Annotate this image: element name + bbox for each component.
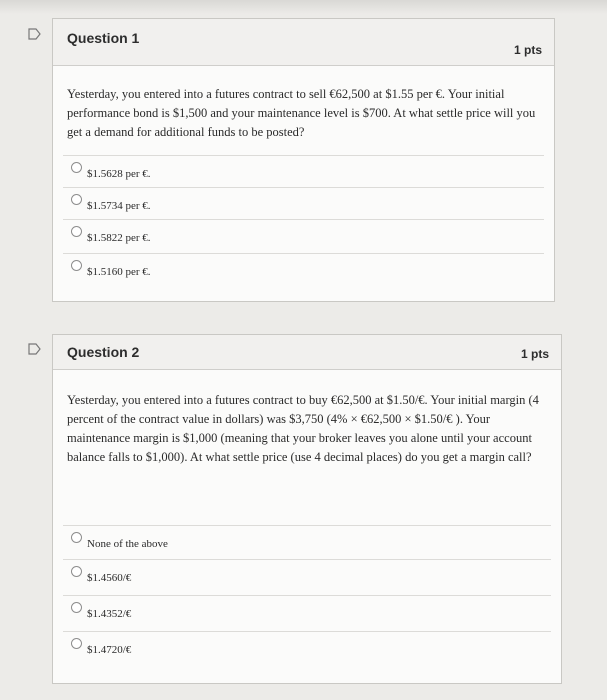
- question-text: Yesterday, you entered into a futures contract to buy €62,500 at $1.50/€. Your initial margin (4 percent of the contract value in dollars) was $3,750 (4% × €62,500 × $1.50/€ ). Your maintenance margin is $1,000 (meaning that your broker leaves you alone until your account balance falls to $1,000). At what settle price (use 4 decimal places) do you get a margin call?: [67, 393, 539, 464]
- radio-button[interactable]: [71, 162, 82, 173]
- answer-label: $1.5734 per €.: [87, 200, 151, 212]
- answer-label: $1.5822 per €.: [87, 232, 151, 244]
- answer-label: $1.4720/€: [87, 644, 132, 656]
- radio-button[interactable]: [71, 602, 82, 613]
- answer-option[interactable]: [63, 631, 551, 664]
- flag-icon[interactable]: [28, 28, 42, 40]
- answer-option[interactable]: [63, 187, 544, 220]
- answer-label: $1.5160 per €.: [87, 266, 151, 278]
- answer-label: $1.4352/€: [87, 608, 132, 620]
- top-edge: [0, 0, 607, 14]
- answer-option[interactable]: [63, 253, 544, 286]
- question-points: 1 pts: [513, 43, 542, 57]
- radio-button[interactable]: [71, 566, 82, 577]
- radio-button[interactable]: [71, 194, 82, 205]
- answer-option[interactable]: [63, 219, 544, 252]
- question-title: Question 2: [67, 344, 140, 360]
- question-points: 1 pts: [520, 347, 549, 361]
- answer-label: None of the above: [87, 538, 168, 550]
- flag-icon[interactable]: [28, 343, 42, 355]
- answer-label: $1.5628 per €.: [87, 168, 151, 180]
- question-header: [53, 19, 554, 66]
- radio-button[interactable]: [71, 260, 82, 271]
- radio-button[interactable]: [71, 226, 82, 237]
- answer-label: $1.4560/€: [87, 572, 132, 584]
- answer-option[interactable]: [63, 595, 551, 628]
- radio-button[interactable]: [71, 532, 82, 543]
- question-title: Question 1: [67, 30, 140, 46]
- answer-option[interactable]: [63, 155, 544, 188]
- question-card: [52, 18, 555, 302]
- question-text: Yesterday, you entered into a futures contract to sell €62,500 at $1.55 per €. Your initial performance bond is $1,500 and your maintenance level is $700. At what settle price will you get a demand for additional funds to be posted?: [67, 87, 536, 139]
- answer-option[interactable]: [63, 559, 551, 592]
- answer-option[interactable]: [63, 525, 551, 558]
- question-header: [53, 335, 561, 370]
- radio-button[interactable]: [71, 638, 82, 649]
- question-card: [52, 334, 562, 684]
